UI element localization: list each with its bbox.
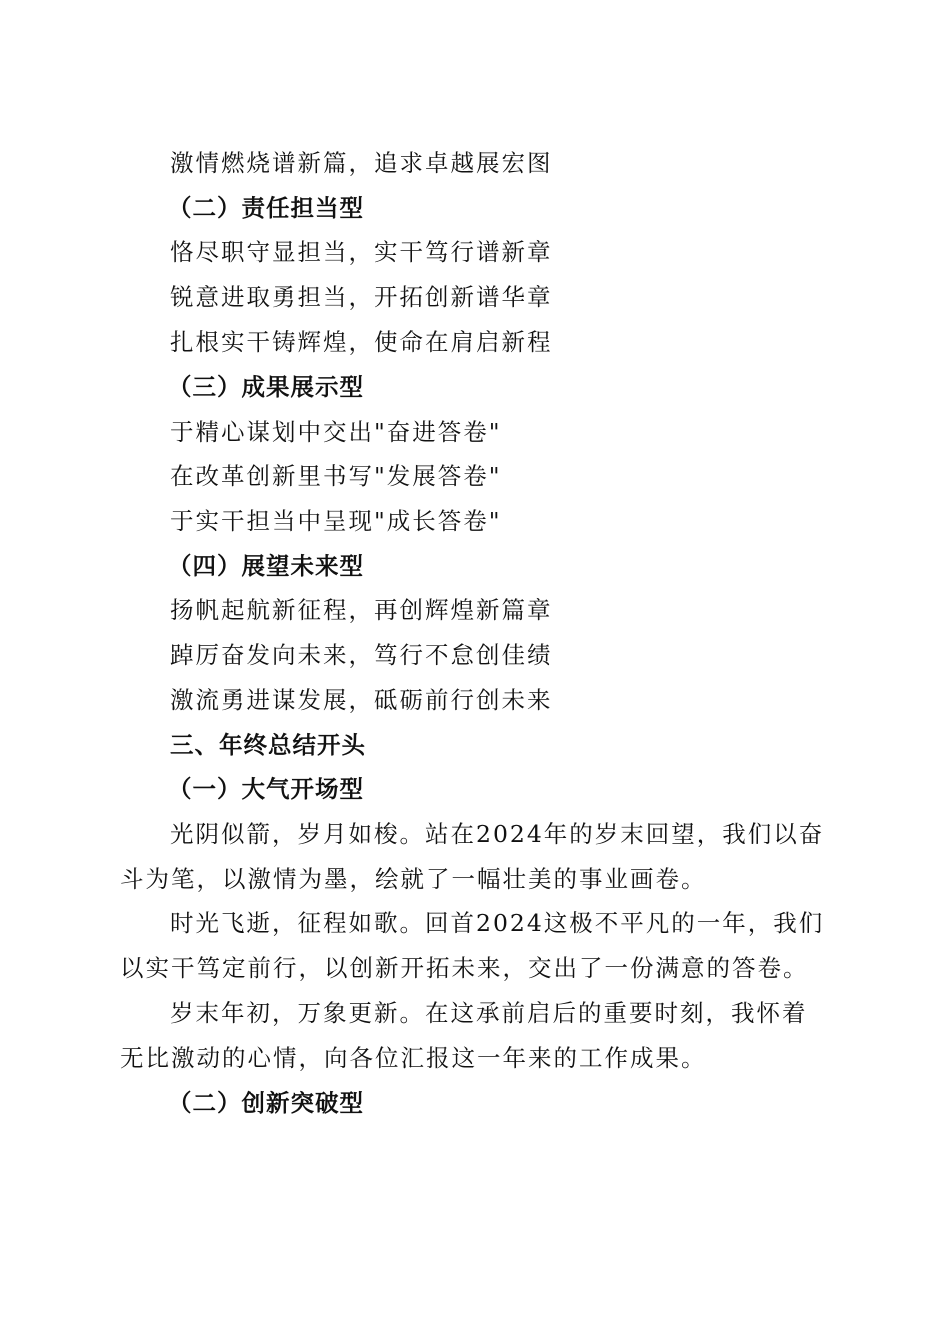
slogan-line: 在改革创新里书写"发展答卷" [170,462,502,490]
section-heading: （一）大气开场型 [168,775,364,803]
paragraph-line: 岁末年初，万象更新。在这承前启后的重要时刻，我怀着 [170,999,808,1027]
slogan-line: 恪尽职守显担当，实干笃行谱新章 [170,238,553,266]
slogan-line: 于精心谋划中交出"奋进答卷" [170,418,502,446]
paragraph-line: 以实干笃定前行，以创新开拓未来，交出了一份满意的答卷。 [120,954,809,982]
chapter-heading: 三、年终总结开头 [170,731,366,759]
paragraph-line: 光阴似箭，岁月如梭。站在2024年的岁末回望，我们以奋 [170,820,825,848]
slogan-line: 扬帆起航新征程，再创辉煌新篇章 [170,596,553,624]
slogan-line: 激情燃烧谱新篇，追求卓越展宏图 [170,149,553,177]
slogan-line: 扎根实干铸辉煌，使命在肩启新程 [170,328,553,356]
slogan-line: 锐意进取勇担当，开拓创新谱华章 [170,283,553,311]
paragraph-line: 无比激动的心情，向各位汇报这一年来的工作成果。 [120,1044,707,1072]
section-heading: （三）成果展示型 [168,373,364,401]
slogan-line: 踔厉奋发向未来，笃行不怠创佳绩 [170,641,553,669]
paragraph-line: 时光飞逝，征程如歌。回首2024这极不平凡的一年，我们 [170,909,825,937]
section-heading: （二）责任担当型 [168,194,364,222]
section-heading: （二）创新突破型 [168,1089,364,1117]
slogan-line: 激流勇进谋发展，砥砺前行创未来 [170,686,553,714]
section-heading: （四）展望未来型 [168,552,364,580]
paragraph-line: 斗为笔，以激情为墨，绘就了一幅壮美的事业画卷。 [120,865,707,893]
slogan-line: 于实干担当中呈现"成长答卷" [170,507,502,535]
